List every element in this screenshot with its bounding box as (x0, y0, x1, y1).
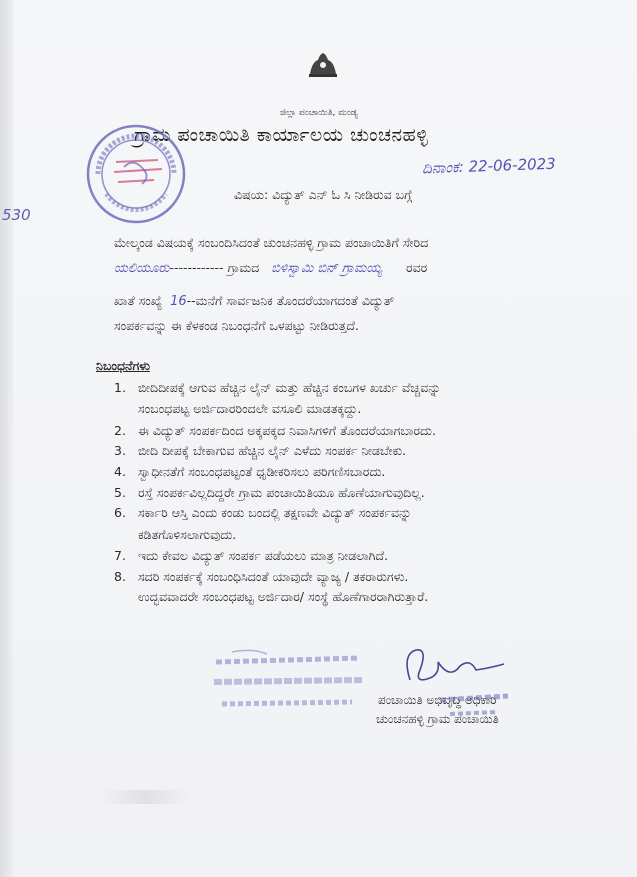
body-line-2-rest: --ಮನೆಗೆ ಸಾರ್ವಜನಿಕ ತೊಂದರೆಯಾಗದಂತೆ ವಿದ್ಯುತ್ (186, 293, 395, 308)
subject-line: ವಿಷಯ: ವಿದ್ಯುತ್ ಎನ್ ಓ ಸಿ ನೀಡಿರುವ ಬಗ್ಗೆ (234, 187, 413, 202)
condition-4: 4. ಸ್ವಾಧೀನತೆಗೆ ಸಂಬಂಧಪಟ್ಟಂತೆ ಧೃಡೀಕರಿಸಲು ಪರಿಗಣಿಸಬಾರದು. (114, 464, 386, 479)
condition-8-cont: ಉದ್ಭವವಾದರೇ ಸಂಬಂಧಪಟ್ಟ ಅರ್ಜಿದಾರ/ ಸಂಸ್ಥೆ ಹೊಣೆಗಾರರಾಗಿರುತ್ತಾರೆ. (138, 589, 429, 604)
condition-2: 2. ಈ ವಿದ್ಯುತ್ ಸಂಪರ್ಕದಿಂದ ಅಕ್ಕಪಕ್ಕದ ನಿವಾಸಿಗಳಿಗೆ ತೊಂದರೆಯಾಗಬಾರದು. (114, 423, 436, 438)
condition-6: 6. ಸರ್ಕಾರಿ ಆಸ್ತಿ ಎಂದು ಕಂಡು ಬಂದಲ್ಲಿ ತಕ್ಷಣವೇ ವಿದ್ಯುತ್ ಸಂಪರ್ಕವನ್ನು (114, 505, 412, 520)
body-line-3: ಸಂಪರ್ಕವನ್ನು ಈ ಕೆಳಕಂಡ ನಿಬಂಧನೆಗೆ ಒಳಪಟ್ಟು ನೀಡಿರುತ್ತದೆ. (114, 318, 359, 333)
condition-8: 8. ಸದರಿ ಸಂಪರ್ಕಕ್ಕೆ ಸಂಬಂಧಿಸಿದಂತೆ ಯಾವುದೇ ವ್ಯಾಜ್ಯ / ತಕರಾರುಗಳು. (114, 569, 409, 584)
village-dash: ------------ (169, 260, 224, 275)
condition-1: 1. ಬೀದಿದೀಪಕ್ಕೆ ಆಗುವ ಹೆಚ್ಚಿನ ಲೈನ್ ಮತ್ತು ಹೆಚ್ಚಿನ ಕಂಬಗಳ ಖರ್ಚು ವೆಚ್ಚವನ್ನು (114, 380, 441, 395)
condition-7: 7. ಇದು ಕೇವಲ ವಿದ್ಯುತ್ ಸಂಪರ್ಕ ಪಡೆಯಲು ಮಾತ್ರ ನೀಡಲಾಗಿದೆ. (114, 548, 389, 563)
village-handwritten: ಯಲಿಯೂರು (114, 261, 170, 276)
condition-6-cont: ಕಡಿತಗೊಳಿಸಲಾಗುವುದು. (138, 527, 237, 542)
margin-note: 530 (2, 206, 31, 224)
faint-bleed-mark (100, 790, 190, 804)
signature-icon (380, 640, 520, 720)
officer-designation: ಪಂಚಾಯಿತಿ ಅಭಿವೃದ್ಧಿ ಅಧಿಕಾರಿ (378, 693, 497, 707)
condition-5: 5. ರಸ್ತೆ ಸಂಪರ್ಕವಿಲ್ಲದಿದ್ದರೇ ಗ್ರಾಮ ಪಂಚಾಯಿತಿಯೂ ಹೊಣೆಯಾಗುವುದಿಲ್ಲ. (114, 485, 425, 500)
round-office-seal-icon (84, 122, 188, 226)
condition-1-cont: ಸಂಬಂಧಪಟ್ಟ ಅರ್ಜಿದಾರರಿಂದಲೇ ವಸೂಲಿ ಮಾಡತಕ್ಕದ್ದು. (138, 401, 362, 416)
office-title: ಗ್ರಾಮ ಪಂಚಾಯಿತಿ ಕಾರ್ಯಾಲಯ ಚುಂಚನಹಳ್ಳಿ (134, 124, 429, 146)
khata-label: ಖಾತೆ ಸಂಖ್ಯೆ (114, 293, 163, 308)
handwritten-date: ದಿನಾಂಕ: 22-06-2023 (421, 154, 556, 178)
officer-office: ಚುಂಚನಹಳ್ಳಿ ಗ್ರಾಮ ಪಂಚಾಯಿತಿ (376, 712, 499, 726)
owner-label: ರವರ (406, 260, 428, 275)
scan-left-edge (0, 0, 14, 877)
owner-handwritten: ಬಿಳಿಸ್ವಾಮಿ ಬಿನ್ ಗ್ರಾಮಯ್ಯ (271, 261, 383, 276)
body-line-khata (114, 293, 394, 309)
khata-number: 16 (170, 294, 187, 309)
body-line-1: ಮೇಲ್ಕಂಡ ವಿಷಯಕ್ಕೆ ಸಂಬಂದಿಸಿದಂತೆ ಚುಂಚನಹಳ್ಳಿ ಗ್ರಾಮ ಪಂಚಾಯಿತಿಗೆ ಸೇರಿದ (114, 235, 429, 250)
condition-3: 3. ಬೀದಿ ದೀಪಕ್ಕೆ ಬೇಕಾಗುವ ಹೆಚ್ಚಿನ ಲೈನ್ ಎಳೆದು ಸಂಪರ್ಕ ನೀಡಬೇಕು. (114, 443, 407, 458)
rectangular-office-stamp-icon (212, 648, 364, 720)
conditions-heading: ನಿಬಂಧನೆಗಳು (96, 358, 151, 373)
state-emblem-icon (306, 52, 340, 78)
village-label: ಗ್ರಾಮದ (227, 260, 260, 275)
department-line: ಜಿಲ್ಲಾ ಪಂಚಾಯಿತಿ, ಮಂಡ್ಯ (280, 108, 358, 118)
body-line-village (114, 260, 427, 276)
